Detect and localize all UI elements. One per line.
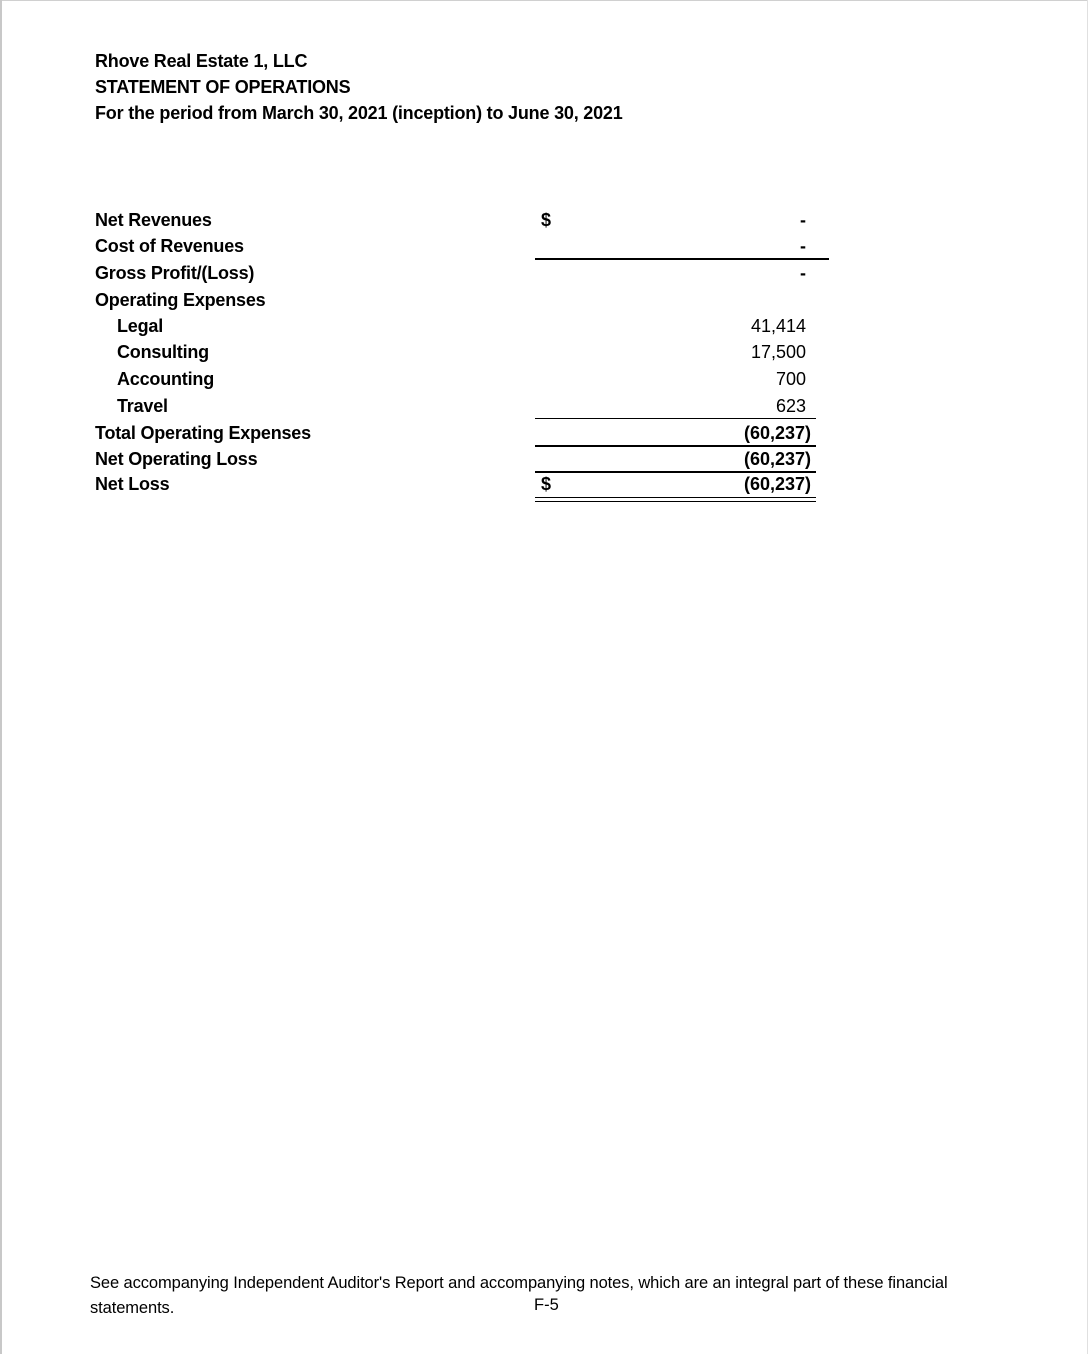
- net-operating-loss-label: Net Operating Loss: [95, 449, 258, 469]
- rule-under-net-operating-loss: [535, 471, 816, 473]
- travel-label: Travel: [117, 396, 168, 416]
- travel-value: 623: [775, 396, 806, 416]
- company-name: Rhove Real Estate 1, LLC: [95, 51, 308, 71]
- statement-header: [95, 48, 623, 126]
- page-edge-left: [0, 0, 2, 1354]
- net-revenues-label: Net Revenues: [95, 210, 212, 230]
- double-rule-top: [535, 497, 816, 498]
- net-revenues-currency: $: [541, 210, 552, 230]
- page-edge-top: [0, 0, 1088, 1]
- footer-note: See accompanying Independent Auditor's Report and accompanying notes, which are an integral part of these financial statements.: [90, 1274, 948, 1317]
- accounting-label: Accounting: [117, 369, 214, 389]
- statement-period: For the period from March 30, 2021 (inception) to June 30, 2021: [95, 103, 623, 123]
- gross-profit-label: Gross Profit/(Loss): [95, 263, 255, 283]
- legal-label: Legal: [117, 316, 164, 336]
- rule-under-cost-of-revenues: [535, 258, 829, 260]
- net-loss-label: Net Loss: [95, 474, 170, 494]
- statement-title: STATEMENT OF OPERATIONS: [95, 77, 351, 97]
- page-number: F-5: [534, 1296, 559, 1314]
- legal-value: 41,414: [750, 316, 806, 336]
- rule-under-travel: [535, 418, 816, 419]
- consulting-label: Consulting: [117, 342, 209, 362]
- rule-under-total-operating-expenses: [535, 445, 816, 447]
- consulting-value: 17,500: [750, 342, 806, 362]
- double-rule-bottom: [535, 501, 816, 502]
- net-loss-currency: $: [541, 474, 552, 494]
- net-operating-loss-value: (60,237): [743, 449, 811, 469]
- total-operating-expenses-value: (60,237): [743, 423, 811, 443]
- operating-expenses-label: Operating Expenses: [95, 290, 266, 310]
- total-operating-expenses-label: Total Operating Expenses: [95, 423, 311, 443]
- net-loss-value: (60,237): [743, 474, 811, 494]
- net-revenues-value: -: [800, 210, 806, 230]
- cost-of-revenues-label: Cost of Revenues: [95, 236, 244, 256]
- accounting-value: 700: [775, 369, 806, 389]
- gross-profit-value: -: [800, 263, 806, 283]
- cost-of-revenues-value: -: [800, 236, 806, 256]
